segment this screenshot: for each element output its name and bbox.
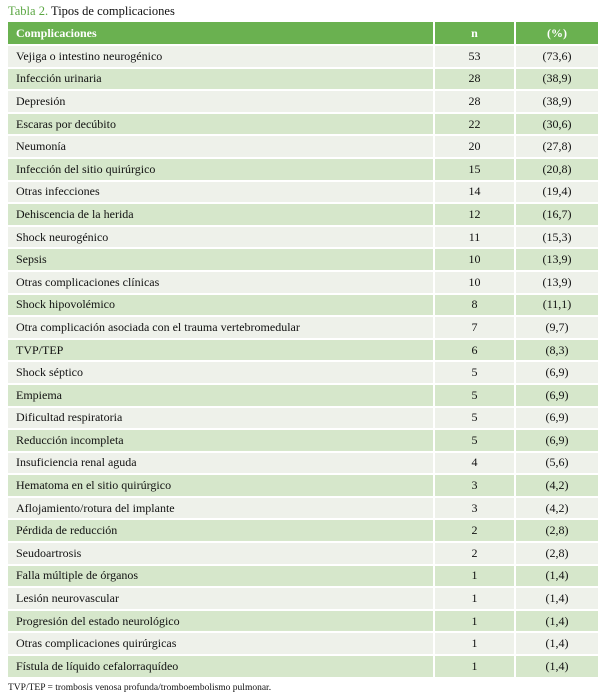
cell-n: 11: [434, 226, 515, 249]
cell-n: 2: [434, 542, 515, 565]
table-row: [8, 497, 598, 520]
table-row: [8, 339, 598, 362]
cell-n: 10: [434, 271, 515, 294]
cell-n: 6: [434, 339, 515, 362]
cell-n: 28: [434, 90, 515, 113]
table-row: [8, 181, 598, 204]
cell-percent: (13,9): [515, 248, 598, 271]
cell-percent: (11,1): [515, 294, 598, 317]
cell-complication: Progresión del estado neurológico: [8, 610, 434, 633]
cell-percent: (38,9): [515, 90, 598, 113]
cell-complication: Sepsis: [8, 248, 434, 271]
cell-percent: (19,4): [515, 181, 598, 204]
table-row: [8, 135, 598, 158]
cell-percent: (6,9): [515, 429, 598, 452]
cell-percent: (1,4): [515, 565, 598, 588]
complications-table: [8, 22, 598, 677]
cell-percent: (1,4): [515, 655, 598, 677]
cell-complication: Dehiscencia de la herida: [8, 203, 434, 226]
cell-complication: Shock neurogénico: [8, 226, 434, 249]
cell-complication: Dificultad respiratoria: [8, 407, 434, 430]
cell-n: 1: [434, 655, 515, 677]
table-row: [8, 407, 598, 430]
cell-percent: (4,2): [515, 474, 598, 497]
cell-n: 14: [434, 181, 515, 204]
table-row: [8, 45, 598, 68]
cell-n: 5: [434, 407, 515, 430]
table-row: [8, 158, 598, 181]
cell-complication: Depresión: [8, 90, 434, 113]
table-caption: [8, 4, 175, 19]
cell-n: 1: [434, 565, 515, 588]
cell-complication: Infección del sitio quirúrgico: [8, 158, 434, 181]
table-row: [8, 565, 598, 588]
cell-percent: (4,2): [515, 497, 598, 520]
table-title: Tipos de complicaciones: [48, 4, 175, 18]
table-label: Tabla 2.: [8, 4, 49, 18]
cell-percent: (27,8): [515, 135, 598, 158]
table-row: [8, 90, 598, 113]
cell-n: 5: [434, 384, 515, 407]
table-row: [8, 587, 598, 610]
cell-percent: (1,4): [515, 587, 598, 610]
cell-complication: Otras infecciones: [8, 181, 434, 204]
cell-complication: Otras complicaciones quirúrgicas: [8, 632, 434, 655]
cell-complication: Escaras por decúbito: [8, 113, 434, 136]
cell-percent: (6,9): [515, 407, 598, 430]
cell-percent: (73,6): [515, 45, 598, 68]
cell-n: 7: [434, 316, 515, 339]
table-row: [8, 429, 598, 452]
table-row: [8, 655, 598, 677]
cell-complication: Shock hipovolémico: [8, 294, 434, 317]
table-row: [8, 68, 598, 91]
cell-complication: Vejiga o intestino neurogénico: [8, 45, 434, 68]
table-row: [8, 452, 598, 475]
cell-n: 2: [434, 519, 515, 542]
cell-complication: Seudoartrosis: [8, 542, 434, 565]
cell-n: 1: [434, 587, 515, 610]
cell-n: 1: [434, 610, 515, 633]
table-row: [8, 226, 598, 249]
cell-percent: (30,6): [515, 113, 598, 136]
cell-percent: (1,4): [515, 632, 598, 655]
header-percent: (%): [515, 22, 598, 45]
cell-percent: (20,8): [515, 158, 598, 181]
cell-percent: (6,9): [515, 384, 598, 407]
cell-percent: (2,8): [515, 519, 598, 542]
table-row: [8, 248, 598, 271]
cell-n: 10: [434, 248, 515, 271]
table-row: [8, 203, 598, 226]
cell-complication: Otras complicaciones clínicas: [8, 271, 434, 294]
cell-percent: (15,3): [515, 226, 598, 249]
cell-n: 53: [434, 45, 515, 68]
cell-n: 3: [434, 497, 515, 520]
table-row: [8, 271, 598, 294]
cell-percent: (8,3): [515, 339, 598, 362]
cell-n: 20: [434, 135, 515, 158]
cell-complication: Lesión neurovascular: [8, 587, 434, 610]
header-complicaciones: Complicaciones: [8, 22, 434, 45]
header-row: [8, 22, 598, 45]
cell-complication: Empiema: [8, 384, 434, 407]
table-row: [8, 113, 598, 136]
table-row: [8, 610, 598, 633]
cell-n: 5: [434, 429, 515, 452]
cell-percent: (9,7): [515, 316, 598, 339]
cell-complication: Neumonía: [8, 135, 434, 158]
cell-n: 22: [434, 113, 515, 136]
cell-complication: Otra complicación asociada con el trauma vertebromedular: [8, 316, 434, 339]
cell-complication: Shock séptico: [8, 361, 434, 384]
cell-n: 3: [434, 474, 515, 497]
cell-complication: Reducción incompleta: [8, 429, 434, 452]
cell-complication: Insuficiencia renal aguda: [8, 452, 434, 475]
cell-n: 15: [434, 158, 515, 181]
cell-percent: (1,4): [515, 610, 598, 633]
cell-n: 28: [434, 68, 515, 91]
cell-percent: (6,9): [515, 361, 598, 384]
cell-complication: TVP/TEP: [8, 339, 434, 362]
table-row: [8, 361, 598, 384]
cell-n: 8: [434, 294, 515, 317]
table-row: [8, 316, 598, 339]
cell-percent: (16,7): [515, 203, 598, 226]
header-n: n: [434, 22, 515, 45]
cell-percent: (13,9): [515, 271, 598, 294]
table-row: [8, 294, 598, 317]
cell-percent: (5,6): [515, 452, 598, 475]
cell-percent: (2,8): [515, 542, 598, 565]
table-row: [8, 474, 598, 497]
footnote: TVP/TEP = trombosis venosa profunda/tromboembolismo pulmonar.: [8, 683, 272, 693]
cell-percent: (38,9): [515, 68, 598, 91]
cell-n: 12: [434, 203, 515, 226]
table-row: [8, 632, 598, 655]
table-row: [8, 542, 598, 565]
table-row: [8, 519, 598, 542]
cell-complication: Aflojamiento/rotura del implante: [8, 497, 434, 520]
cell-complication: Pérdida de reducción: [8, 519, 434, 542]
table-row: [8, 384, 598, 407]
cell-complication: Fístula de líquido cefalorraquídeo: [8, 655, 434, 677]
cell-complication: Falla múltiple de órganos: [8, 565, 434, 588]
cell-n: 5: [434, 361, 515, 384]
cell-n: 1: [434, 632, 515, 655]
cell-complication: Hematoma en el sitio quirúrgico: [8, 474, 434, 497]
cell-complication: Infección urinaria: [8, 68, 434, 91]
cell-n: 4: [434, 452, 515, 475]
